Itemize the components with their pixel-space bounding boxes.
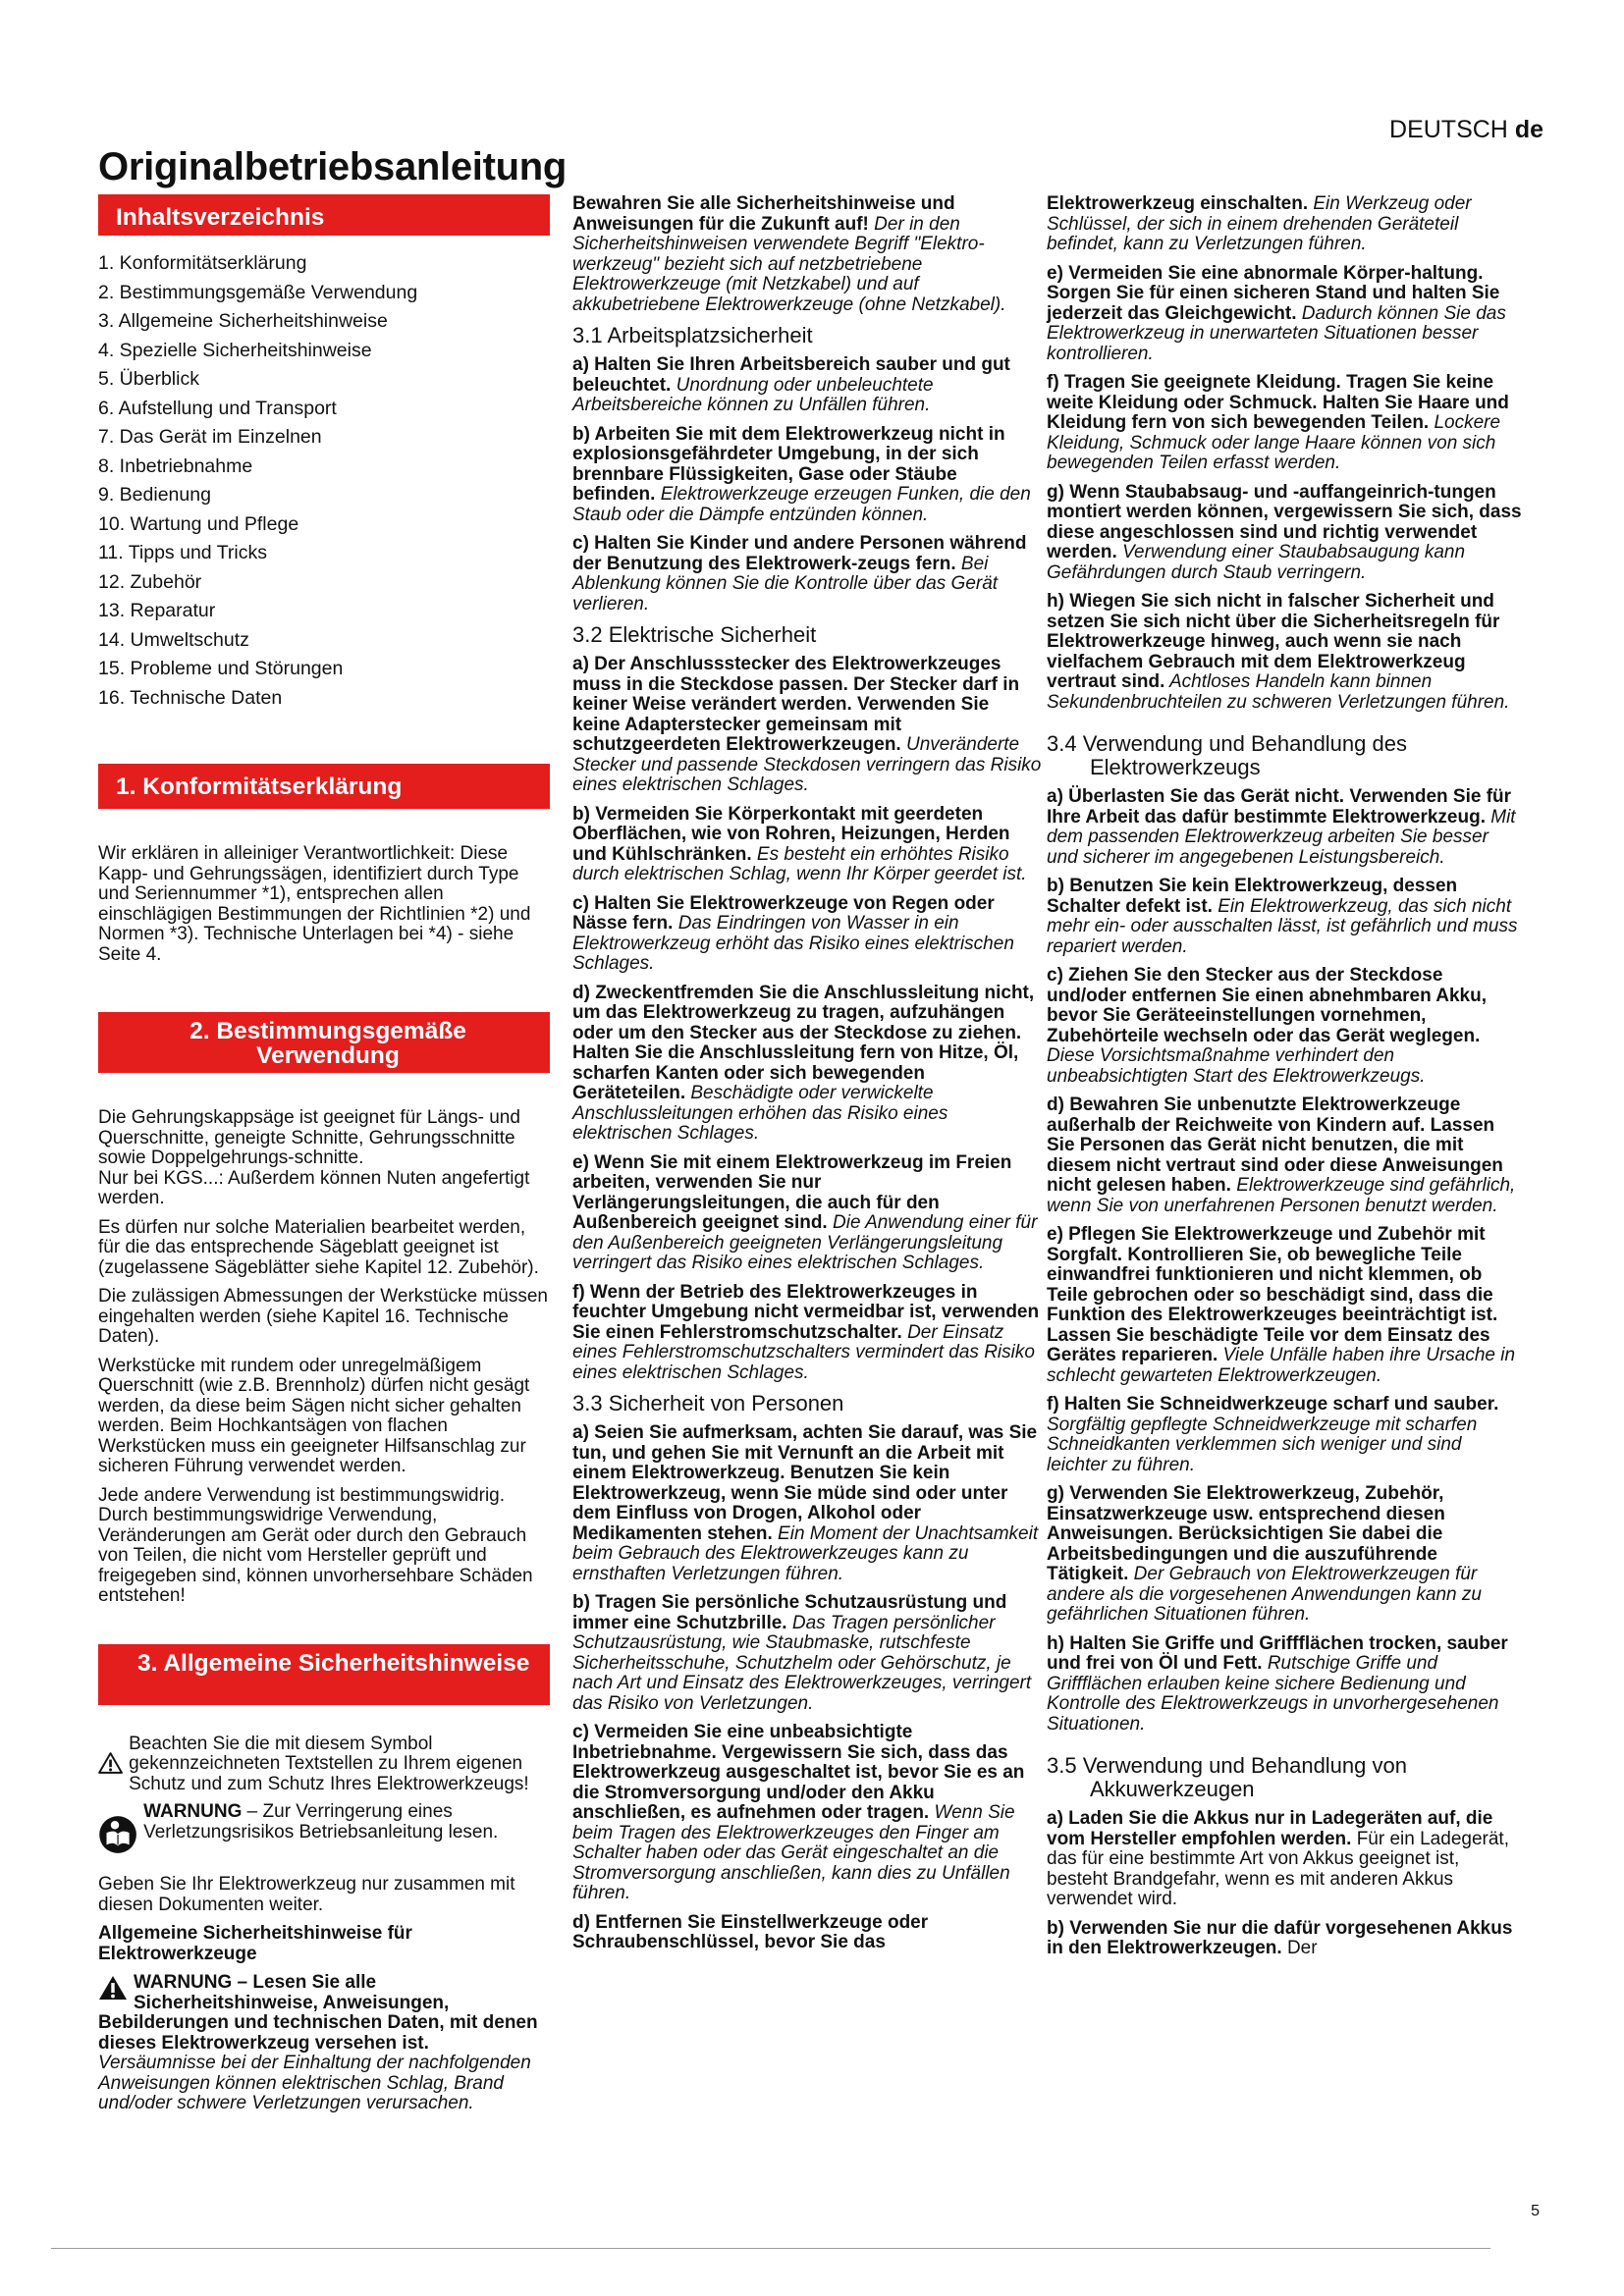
s33-item-d-bold: d) Entfernen Sie Einstellwerkzeuge oder Schraubenschlüssel, bevor Sie das — [572, 1911, 929, 1952]
warning-read-all — [98, 1973, 550, 2114]
read-manual-text — [143, 1802, 550, 1842]
s35-item-b-bold: b) Verwenden Sie nur die dafür vorgesehenen Akkus in den Elektrowerkzeugen. — [1047, 1917, 1513, 1958]
toc-item: 7. Das Gerät im Einzelnen — [98, 426, 322, 448]
warning-triangle-icon — [98, 1735, 123, 1791]
language-label — [1389, 116, 1543, 144]
s35-item-a — [1047, 1809, 1524, 1910]
s2-p4: Werkstücke mit rundem oder unregelmäßigem Querschnitt (wie z.B. Brennholz) dürfen nicht gesägt werden, da diese beim Sägen nicht sicher gehalten werden. Beim Hochkantsägen von flachen Werkstücken muss ein geeigneter Hilfsanschlag zur sicheren Führung verwendet werden. — [98, 1355, 530, 1476]
safety-item — [572, 534, 1042, 614]
keep-instructions — [572, 194, 1042, 315]
safety-item-bold: a) Halten Sie Ihren Arbeitsbereich sauber und gut beleuchtet. — [572, 354, 1010, 396]
safety-item-italic: Sorgfältig gepflegte Schneidwerkzeuge mit scharfen Schneidkanten verklemmen sich weniger und sind leichter zu führen. — [1047, 1414, 1478, 1475]
keep-bold: Bewahren Sie alle Sicherheitshinweise und Anweisungen für die Zukunft auf! — [572, 193, 955, 235]
safety-item — [572, 894, 1042, 975]
toc-item: 3. Allgemeine Sicherheitshinweise — [98, 310, 388, 332]
safety-item-italic: Mit dem passenden Elektrowerkzeug arbeiten Sie besser und sicherer im angegebenen Leistungsbereich. — [1047, 806, 1516, 868]
safety-item-bold: f) Tragen Sie geeignete Kleidung. Tragen Sie keine weite Kleidung oder Schmuck. Halten Sie Haare und Kleidung fern von sich bewegenden Teilen. — [1047, 372, 1509, 433]
safety-item — [572, 1593, 1042, 1714]
safety-item-italic: Ein Elektrowerkzeug, das sich nicht mehr ein- oder ausschalten lässt, ist gefährlich und muss repariert werden. — [1047, 895, 1518, 957]
toc-item: 4. Spezielle Sicherheitshinweise — [98, 339, 372, 361]
symbol-note — [98, 1735, 550, 1795]
safety-item-bold: b) Vermeiden Sie Körperkontakt mit geerdeten Oberflächen, wie von Rohren, Heizungen, Herden und Kühlschränken. — [572, 803, 1010, 865]
safety-item — [572, 1153, 1042, 1274]
safety-item — [1047, 1095, 1524, 1216]
safety-item-italic: Das Tragen persönlicher Schutzausrüstung, wie Staubmaske, rutschfeste Sicherheitsschuhe, Schutzhelm oder Gehörschutz, je nach Art und Einsatz des Elektrowerkzeuges, verringert das Risiko von Verletzungen. — [572, 1612, 1032, 1714]
s35-item-b-text: Der — [1281, 1938, 1318, 1958]
safety-item-italic: Diese Vorsichtsmaßnahme verhindert den unbeabsichtigten Start des Elektrowerkzeugs. — [1047, 1045, 1426, 1087]
safety-item — [1047, 264, 1524, 365]
s32-items — [572, 655, 1042, 1383]
safety-item-italic: Lockere Kleidung, Schmuck oder lange Haare können von sich bewegenden Teilen erfasst werden. — [1047, 412, 1501, 473]
page-title: Originalbetriebsanleitung — [98, 145, 568, 188]
warning-small-icon — [98, 1975, 128, 2001]
safety-item — [572, 355, 1042, 416]
safety-item-bold: c) Ziehen Sie den Stecker aus der Steckdose und/oder entfernen Sie einen abnehmbaren Akku, bevor Sie Geräteeinstellungen vornehmen, Zubehörteile wechseln oder das Gerät weglegen. — [1047, 965, 1487, 1046]
toc-item: 11. Tipps und Tricks — [98, 542, 267, 563]
s31-items — [572, 355, 1042, 614]
warning-read-all-bold: WARNUNG – Lesen Sie alle Sicherheitshinweise, Anweisungen, Bebilderungen und technischen Daten, mit denen dieses Elektrowerkzeug versehen ist. — [98, 1972, 538, 2054]
column-1 — [98, 194, 550, 2123]
safety-item — [1047, 1634, 1524, 1735]
toc-item: 16. Technische Daten — [98, 686, 283, 709]
safety-item-bold: h) Halten Sie Griffe und Griffflächen trocken, sauber und frei von Öl und Fett. — [1047, 1632, 1508, 1674]
safety-item — [572, 984, 1042, 1145]
safety-item-bold: c) Vermeiden Sie eine unbeabsichtigte Inbetriebnahme. Vergewissern Sie sich, dass das Elektrowerkzeug ausgeschaltet ist, bevor Sie es an die Stromversorgung und/oder den Akku anschließen, es aufnehmen oder tragen. — [572, 1722, 1025, 1823]
footer-rule — [51, 2248, 1490, 2249]
safety-item-italic: Verwendung einer Staubabsaugung kann Gefährdungen durch Staub verringern. — [1047, 542, 1466, 583]
toc-item: 12. Zubehör — [98, 570, 202, 593]
safety-item — [1047, 966, 1524, 1087]
s2-p3: Die zulässigen Abmessungen der Werkstücke müssen eingehalten werden (siehe Kapitel 16. Technische Daten). — [98, 1286, 548, 1347]
safety-item-bold: a) Überlasten Sie das Gerät nicht. Verwenden Sie für Ihre Arbeit das dafür bestimmte Elektrowerkzeug. — [1047, 786, 1512, 828]
s2-p2: Es dürfen nur solche Materialien bearbeitet werden, für die das entsprechende Sägeblatt geeignet ist (zugelassene Sägeblätter siehe Kapitel 12. Zubehör). — [98, 1216, 539, 1278]
general-safety-subhead: Allgemeine Sicherheitshinweise für Elektrowerkzeuge — [98, 1923, 412, 1964]
s34-heading: 3.4 Verwendung und Behandlung des Elektrowerkzeugs — [1047, 731, 1407, 779]
page-number: 5 — [1531, 2203, 1540, 2219]
safety-item-bold: d) Zweckentfremden Sie die Anschlussleitung nicht, um das Elektrowerkzeug zu tragen, aufzuhängen oder um den Stecker aus der Steckdose zu ziehen. Halten Sie die Anschlussleitung fern von Hitze, Öl, scharfen Kanten oder sich bewegenden Geräteteilen. — [572, 982, 1035, 1103]
warning-read-all-italic: Versäumnisse bei der Einhaltung der nachfolgenden Anweisungen können elektrischen Schlag, Brand und/oder schwere Verletzungen verursachen. — [98, 2053, 531, 2113]
safety-item-italic: Elektrowerkzeuge erzeugen Funken, die den Staub oder die Dämpfe entzünden können. — [572, 484, 1031, 525]
symbol-note-text: Beachten Sie die mit diesem Symbol gekennzeichneten Textstellen zu Ihrem eigenen Schutz und zum Schutz Ihres Elektrowerkzeugs! — [129, 1733, 529, 1794]
safety-item — [1047, 877, 1524, 957]
safety-item-bold: b) Arbeiten Sie mit dem Elektrowerkzeug nicht in explosionsgefährdeter Umgebung, in der sich brennbare Flüssigkeiten, Gase oder Stäube befinden. — [572, 423, 1005, 505]
safety-item-italic: Rutschige Griffe und Griffflächen erlauben keine sichere Bedienung und Kontrolle des Elektrowerkzeugs in unvorhergesehenen Situationen. — [1047, 1653, 1499, 1735]
column-3 — [1047, 194, 1524, 1968]
s33-items — [572, 1423, 1042, 1904]
s35-item-a-bold: a) Laden Sie die Akkus nur in Ladegeräten auf, die vom Hersteller empfohlen werden. — [1047, 1808, 1493, 1849]
section-3-header: 3. Allgemeine Sicherheitshinweise — [98, 1644, 550, 1705]
s33-item-d-cont-bold: Elektrowerkzeug einschalten. — [1047, 193, 1309, 214]
read-manual-icon — [98, 1802, 137, 1867]
toc-item: 1. Konformitätserklärung — [98, 252, 307, 274]
safety-item — [572, 1283, 1042, 1384]
s33-heading: 3.3 Sicherheit von Personen — [572, 1391, 844, 1415]
safety-item-bold: e) Pflegen Sie Elektrowerkzeuge und Zubehör mit Sorgfalt. Kontrollieren Sie, ob bewegliche Teile einwandfrei funktionieren und nicht klemmen, ob Teile gebrochen oder so beschädigt sind, dass die Funktion des Elektrowerkzeuges beeinträchtigt ist. Lassen Sie beschädigte Teile vor dem Einsatz des Gerätes reparieren. — [1047, 1224, 1498, 1365]
safety-item-italic: Unordnung oder unbeleuchtete Arbeitsbereiche können zu Unfällen führen. — [572, 374, 934, 415]
safety-item-bold: b) Tragen Sie persönliche Schutzausrüstung und immer eine Schutzbrille. — [572, 1592, 1007, 1633]
warning-label: WARNUNG — [143, 1801, 243, 1822]
s33-item-d-cont-italic: Ein Werkzeug oder Schlüssel, der sich in einem drehenden Geräteteil befindet, kann zu Verletzungen führen. — [1047, 193, 1472, 254]
section-1-header: 1. Konformitätserklärung — [98, 764, 550, 809]
safety-item-italic: Das Eindringen von Wasser in ein Elektrowerkzeug erhöht das Risiko eines elektrischen Schlages. — [572, 913, 1014, 974]
toc-item: 10. Wartung und Pflege — [98, 512, 299, 535]
toc-header: Inhaltsverzeichnis — [98, 194, 550, 236]
safety-item — [1047, 592, 1524, 713]
section-2-header: 2. Bestimmungsgemäße Verwendung — [98, 1012, 550, 1073]
s2-p5: Jede andere Verwendung ist bestimmungswidrig. Durch bestimmungswidrige Verwendung, Veränderungen am Gerät oder durch den Gebrauch von Teilen, die nicht vom Hersteller geprüft und freigegeben sind, können unvorhersehbare Schäden entstehen! — [98, 1484, 533, 1606]
s2-p1b: Nur bei KGS...: Außerdem können Nuten angefertigt werden. — [98, 1167, 530, 1208]
safety-item-bold: a) Seien Sie aufmerksam, achten Sie darauf, was Sie tun, und gehen Sie mit Vernunft an die Arbeit mit einem Elektrowerkzeug. Benutzen Sie kein Elektrowerkzeug, wenn Sie müde sind oder unter dem Einfluss von Drogen, Alkohol oder Medikamenten stehen. — [572, 1422, 1038, 1544]
safety-item-bold: d) Bewahren Sie unbenutzte Elektrowerkzeuge außerhalb der Reichweite von Kindern auf. Lassen Sie Personen das Gerät nicht benutzen, die mit diesem nicht vertraut sind oder diese Anweisungen nicht gelesen haben. — [1047, 1095, 1503, 1196]
safety-item-italic: Achtloses Handeln kann binnen Sekundenbruchteilen zu schweren Verletzungen führen. — [1047, 671, 1510, 713]
toc-item: 8. Inbetriebnahme — [98, 454, 253, 477]
s2-p1: Die Gehrungskappsäge ist geeignet für Längs- und Querschnitte, geneigte Schnitte, Gehrungsschnitte sowie Doppelgehrungs-schnitte. — [98, 1107, 520, 1168]
safety-item — [1047, 1484, 1524, 1626]
safety-item-bold: a) Der Anschlussstecker des Elektrowerkzeuges muss in die Steckdose passen. Der Stecker darf in keiner Weise verändert werden. Verwenden Sie keine Adapterstecker gemeinsam mit schutzgeerdeten Elektrowerkzeugen. — [572, 654, 1020, 755]
safety-item-bold: g) Verwenden Sie Elektrowerkzeug, Zubehör, Einsatzwerkzeuge usw. entsprechend diesen Anweisungen. Berücksichtigen Sie dabei die Arbeitsbedingungen und die auszuführende Tätigkeit. — [1047, 1483, 1445, 1584]
safety-item — [1047, 373, 1524, 474]
keep-italic: Der in den Sicherheitshinweisen verwendete Begriff "Elektro-werkzeug" bezieht sich auf netzbetriebene Elektrowerkzeuge (mit Netzkabel) und auf akkubetriebene Elektrowerkzeuge (ohne Netzkabel). — [572, 213, 1006, 315]
toc-item: 2. Bestimmungsgemäße Verwendung — [98, 281, 418, 303]
safety-item-italic: Der Gebrauch von Elektrowerkzeugen für andere als die vorgesehenen Anwendungen kann zu gefährlichen Situationen führen. — [1047, 1564, 1482, 1625]
toc-item: 13. Reparatur — [98, 600, 216, 621]
safety-item — [1047, 787, 1524, 868]
toc-item: 14. Umweltschutz — [98, 628, 249, 651]
s33-item-d-cont — [1047, 194, 1524, 255]
safety-item — [572, 805, 1042, 885]
safety-item — [572, 655, 1042, 796]
safety-item — [572, 425, 1042, 526]
s32-heading: 3.2 Elektrische Sicherheit — [572, 622, 817, 647]
s1-text: Wir erklären in alleiniger Verantwortlichkeit: Diese Kapp- und Gehrungssägen, identifiziert durch Type und Seriennummer *1), entsprechen allen einschlägigen Bestimmungen der Richtlinien *2) und Normen *3). Technische Unterlagen bei *4) - siehe Seite 4. — [98, 843, 531, 965]
safety-item-bold: c) Halten Sie Elektrowerkzeuge von Regen oder Nässe fern. — [572, 892, 995, 934]
safety-item-italic: Bei Ablenkung können Sie die Kontrolle über das Gerät verlieren. — [572, 553, 999, 614]
safety-item-italic: Elektrowerkzeuge sind gefährlich, wenn Sie von unerfahrenen Personen benutzt werden. — [1047, 1175, 1516, 1216]
language-code: de — [1514, 116, 1543, 143]
safety-item-bold: c) Halten Sie Kinder und andere Personen während der Benutzung des Elektrowerk-zeugs fern. — [572, 533, 1027, 574]
safety-item-bold: h) Wiegen Sie sich nicht in falscher Sicherheit und setzen Sie sich nicht über die Sicherheitsregeln für Elektrowerkzeuge hinweg, auch wenn sie nach vielfachem Gebrauch mit dem Elektrowerkzeug vertraut sind. — [1047, 591, 1500, 692]
safety-item-bold: b) Benutzen Sie kein Elektrowerkzeug, dessen Schalter defekt ist. — [1047, 876, 1458, 917]
column-2 — [572, 194, 1042, 1953]
toc-item: 5. Überblick — [98, 368, 199, 390]
safety-item-italic: Der Einsatz eines Fehlerstromschutzschalters vermindert das Risiko eines elektrischen Schlages. — [572, 1321, 1035, 1383]
warning-text: – Zur Verringerung eines Verletzungsrisikos Betriebsanleitung lesen. — [143, 1801, 499, 1842]
safety-item-bold: f) Wenn der Betrieb des Elektrowerkzeuges in feuchter Umgebung nicht vermeidbar ist, verwenden Sie einen Fehlerstromschutzschalter. — [572, 1281, 1040, 1343]
s35-item-a-text: Für ein Ladegerät, das für eine bestimmte Art von Akkus geeignet ist, besteht Brandgefahr, wenn es mit anderen Akkus verwendet wird. — [1047, 1828, 1509, 1909]
safety-item — [1047, 483, 1524, 584]
safety-item-bold: e) Wenn Sie mit einem Elektrowerkzeug im Freien arbeiten, verwenden Sie nur Verlängerungsleitungen, die auch für den Außenbereich geeignet sind. — [572, 1151, 1012, 1233]
safety-item — [1047, 1395, 1524, 1475]
safety-item-italic: Beschädigte oder verwickelte Anschlussleitungen erhöhen das Risiko eines elektrischen Schlages. — [572, 1083, 948, 1144]
pass-on-text: Geben Sie Ihr Elektrowerkzeug nur zusammen mit diesen Dokumenten weiter. — [98, 1874, 515, 1915]
language-name: DEUTSCH — [1389, 116, 1508, 143]
safety-item-italic: Die Anwendung einer für den Außenbereich geeigneten Verlängerungsleitung verringert das Risiko eines elektrischen Schlages. — [572, 1212, 1038, 1273]
s31-heading: 3.1 Arbeitsplatzsicherheit — [572, 323, 813, 347]
safety-item-italic: Ein Moment der Unachtsamkeit beim Gebrauch des Elektrowerkzeuges kann zu ernsthaften Verletzungen führen. — [572, 1522, 1039, 1584]
safety-item-italic: Viele Unfälle haben ihre Ursache in schlecht gewarteten Elektrowerkzeugen. — [1047, 1345, 1516, 1386]
safety-item-italic: Es besteht ein erhöhtes Risiko durch elektrischen Schlag, wenn Ihr Körper geerdet ist. — [572, 843, 1027, 884]
s35-heading: 3.5 Verwendung und Behandlung von Akkuwerkzeugen — [1047, 1753, 1407, 1801]
toc-item: 9. Bedienung — [98, 484, 211, 506]
toc-item: 6. Aufstellung und Transport — [98, 397, 337, 419]
toc-list — [98, 249, 550, 713]
safety-item-italic: Wenn Sie beim Tragen des Elektrowerkzeuges den Finger am Schalter haben oder das Gerät eingeschaltet an die Stromversorgung anschließen, kann dies zu Unfällen führen. — [572, 1802, 1015, 1903]
s33-more-items — [1047, 264, 1524, 714]
safety-item-bold: f) Halten Sie Schneidwerkzeuge scharf und sauber. — [1047, 1394, 1499, 1415]
safety-item-italic: Unveränderte Stecker und passende Steckdosen verringern das Risiko eines elektrischen Schlages. — [572, 734, 1042, 795]
safety-item — [572, 1723, 1042, 1904]
safety-item — [572, 1423, 1042, 1584]
s33-item-d — [572, 1913, 1042, 1953]
safety-item-bold: e) Vermeiden Sie eine abnormale Körper-haltung. Sorgen Sie für einen sicheren Stand und halten Sie jederzeit das Gleichgewicht. — [1047, 262, 1500, 324]
safety-item — [1047, 1225, 1524, 1386]
read-manual-warning — [98, 1802, 550, 1867]
safety-item-bold: g) Wenn Staubabsaug- und -auffangeinrich-tungen montiert werden können, vergewissern Sie sich, dass diese angeschlossen sind und richtig verwendet werden. — [1047, 481, 1522, 562]
s34-items — [1047, 787, 1524, 1735]
toc-item: 15. Probleme und Störungen — [98, 658, 344, 679]
safety-item-italic: Dadurch können Sie das Elektrowerkzeug in unerwarteten Situationen besser kontrollieren. — [1047, 302, 1506, 364]
s35-item-b — [1047, 1919, 1524, 1959]
